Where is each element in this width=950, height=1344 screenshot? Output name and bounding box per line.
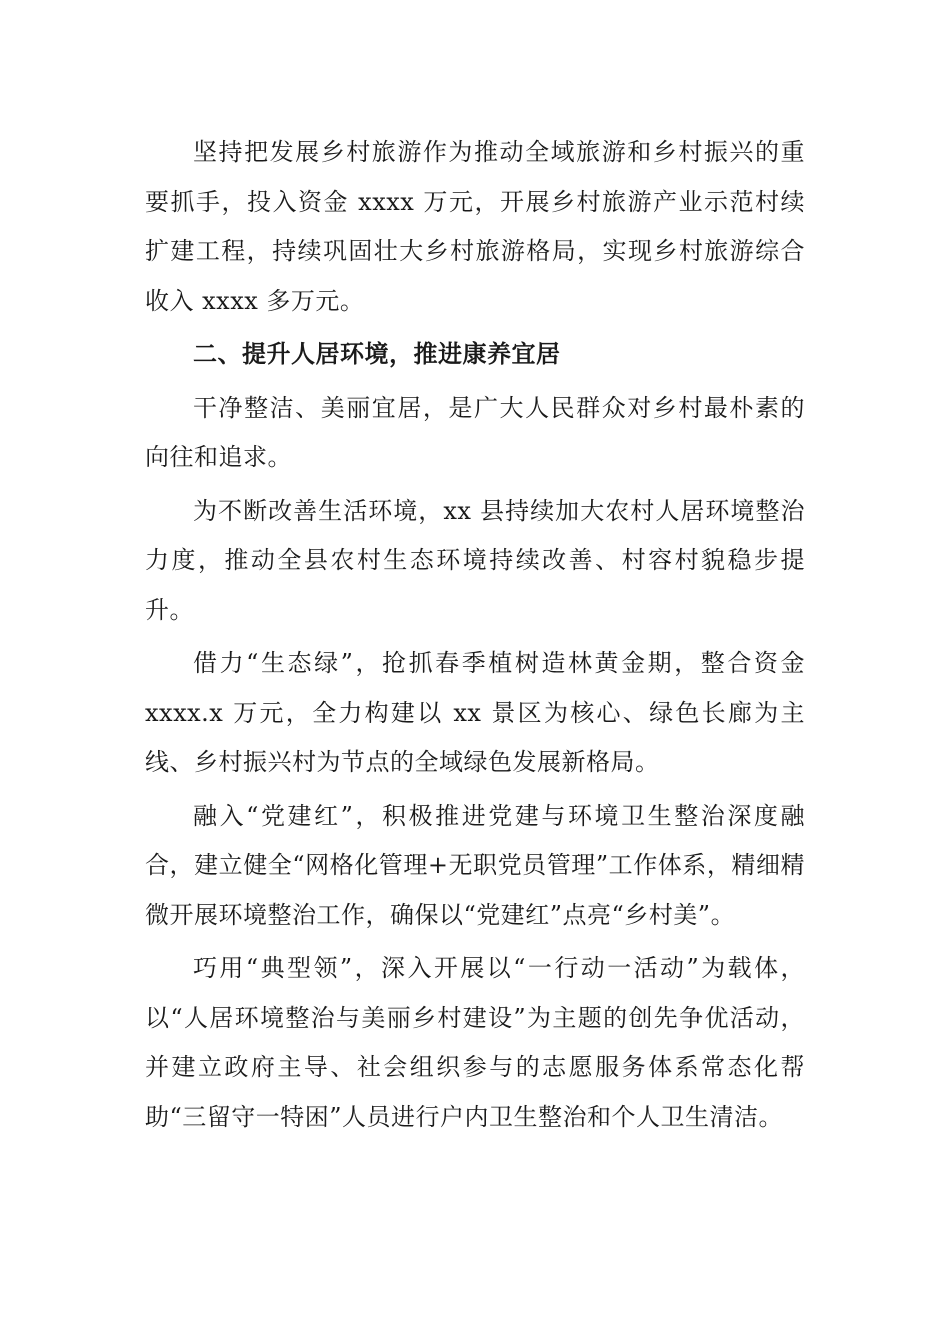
paragraph-rural-tourism: 坚持把发展乡村旅游作为推动全域旅游和乡村振兴的重要抓手，投入资金 xxxx 万元，开展乡村旅游产业示范村续扩建工程，持续巩固壮大乡村旅游格局，实现乡村旅游综合收入 xxxx 多万元。 bbox=[145, 138, 805, 315]
document-page bbox=[145, 128, 805, 1146]
paragraph-environment-improvement: 为不断改善生活环境，xx 县持续加大农村人居环境整治力度，推动全县农村生态环境持续改善、村容村貌稳步提升。 bbox=[145, 496, 805, 624]
section-heading: 二、提升人居环境，推进康养宜居 bbox=[193, 340, 561, 368]
paragraph-typical-lead: 巧用“典型领”，深入开展以“一行动一活动”为载体，以“人居环境整治与美丽乡村建设”为主题的创先争优活动，并建立政府主导、社会组织参与的志愿服务体系常态化帮助“三留守一特困”人员进行户内卫生整治和个人卫生清洁。 bbox=[145, 954, 805, 1131]
paragraph-livable-intro: 干净整洁、美丽宜居，是广大人民群众对乡村最朴素的向往和追求。 bbox=[145, 393, 805, 471]
paragraph-party-red: 融入“党建红”，积极推进党建与环境卫生整治深度融合，建立健全“网格化管理+无职党员管理”工作体系，精细精微开展环境整治工作，确保以“党建红”点亮“乡村美”。 bbox=[145, 801, 805, 929]
paragraph-ecological-green: 借力“生态绿”，抢抓春季植树造林黄金期，整合资金 xxxx.x 万元，全力构建以 xx 景区为核心、绿色长廊为主线、乡村振兴村为节点的全域绿色发展新格局。 bbox=[145, 649, 805, 776]
